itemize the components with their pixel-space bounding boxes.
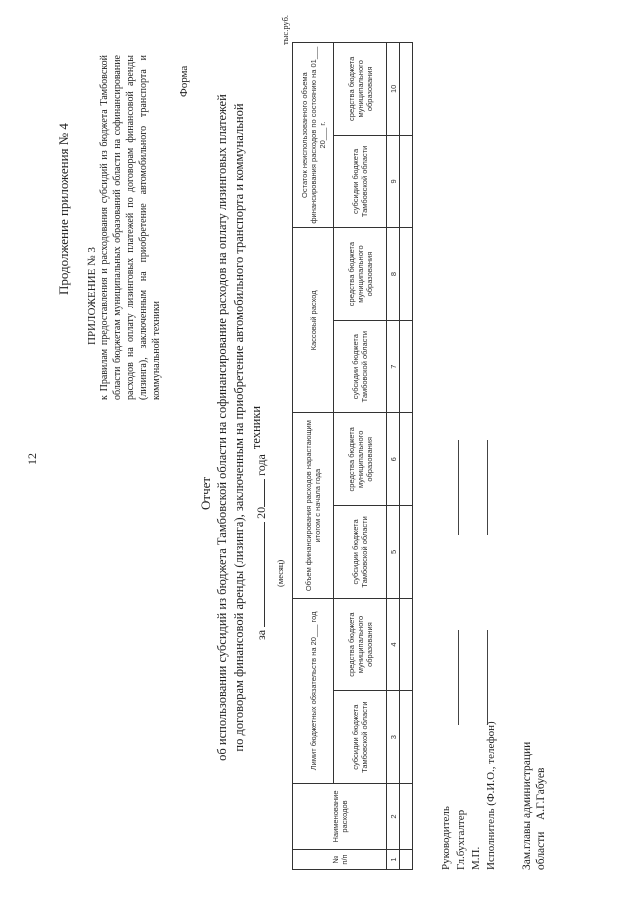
subheader-municipal: средства бюджета муниципального образования [334, 413, 387, 506]
signature-line [487, 630, 488, 725]
column-number: 8 [387, 228, 400, 321]
subheader-municipal: средства бюджета муниципального образования [334, 598, 387, 691]
executor-label: Исполнитель (Ф.И.О., телефон) [485, 721, 497, 870]
report-table [292, 42, 413, 870]
table-cell [400, 320, 413, 413]
header-limit: Лимит бюджетных обязательств на 20___ год [293, 598, 334, 783]
column-number: 4 [387, 598, 400, 691]
signature-line [458, 440, 459, 535]
form-label: Форма [178, 65, 190, 97]
footer-position-line1: Зам.главы администрации [521, 741, 533, 870]
column-number: 9 [387, 135, 400, 228]
page-number: 12 [25, 453, 39, 465]
signature-head-label: Руководитель [440, 806, 452, 870]
table-cell [400, 850, 413, 870]
signature-accountant-label: Гл.бухгалтер [455, 809, 467, 870]
period-year-suffix: года [254, 454, 268, 476]
table-subheader-row [334, 43, 387, 870]
header-financing: Объем финансирования расходов нарастающим итогом с начала года [293, 413, 334, 598]
column-number: 5 [387, 506, 400, 599]
header-name: Наименование расходов [293, 784, 387, 850]
table-cell [400, 598, 413, 691]
table-header-row [293, 43, 334, 870]
subheader-region: субсидии бюджета Тамбовской области [334, 691, 387, 784]
column-numbers-row [387, 43, 400, 870]
footer-signer-name: А.Г.Габуев [535, 767, 547, 821]
unit-label: тыс.руб. [280, 14, 290, 45]
table-cell [400, 135, 413, 228]
signature-line [458, 630, 459, 725]
footer-position-line2: области [535, 831, 547, 870]
column-number: 2 [387, 784, 400, 850]
period-prefix: за [254, 629, 268, 640]
footer-signer [535, 768, 547, 870]
appendix-title: ПРИЛОЖЕНИЕ № 3 [86, 247, 98, 345]
table-cell [400, 413, 413, 506]
period-year-prefix: 20 [254, 506, 268, 519]
column-number: 1 [387, 850, 400, 870]
report-title: Отчет [198, 476, 213, 510]
period-month-blank [252, 522, 265, 627]
table-cell [400, 691, 413, 784]
table-cell [400, 784, 413, 850]
subheader-municipal: средства бюджета муниципального образования [334, 43, 387, 136]
subheader-municipal: средства бюджета муниципального образования [334, 228, 387, 321]
signature-line [487, 440, 488, 535]
header-remainder: Остаток неиспользованного объема финансирования расходов по состоянию на 01___ 20___ г. [293, 43, 334, 228]
subheader-region: субсидии бюджета Тамбовской области [334, 506, 387, 599]
period-year-blank [252, 479, 265, 507]
table-cell [400, 43, 413, 136]
column-number: 6 [387, 413, 400, 506]
seal-label: М.П. [470, 846, 482, 870]
column-number: 10 [387, 43, 400, 136]
month-hint: (месяц) [275, 559, 285, 587]
subheader-region: субсидии бюджета Тамбовской области [334, 320, 387, 413]
report-period [252, 454, 269, 640]
table-cell [400, 506, 413, 599]
subheader-region: субсидии бюджета Тамбовской области [334, 135, 387, 228]
continuation-label: Продолжение приложения № 4 [56, 123, 71, 295]
header-no: № п/п [293, 850, 387, 870]
column-number: 7 [387, 320, 400, 413]
table-row [400, 43, 413, 870]
appendix-rules-text: к Правилам предоставления и расходования субсидий из бюджета Тамбовской области бюджетам муниципальных образований области на софинансирование расходов на оплату лизинговых платежей по договорам финансовой аренды (лизинга), заключенным на приобретение автомобильного транспорта и коммунальной техники [99, 55, 162, 400]
report-subtitle: об использовании субсидий из бюджета Тамбовской области на софинансирование расходов на оплату лизинговых платежей по договорам финансовой аренды (лизинга), заключенным на приобретение автомобильного транспорта и коммунальной техники [215, 94, 263, 761]
header-cash-expense: Кассовый расход [293, 228, 334, 413]
column-number: 3 [387, 691, 400, 784]
table-cell [400, 228, 413, 321]
